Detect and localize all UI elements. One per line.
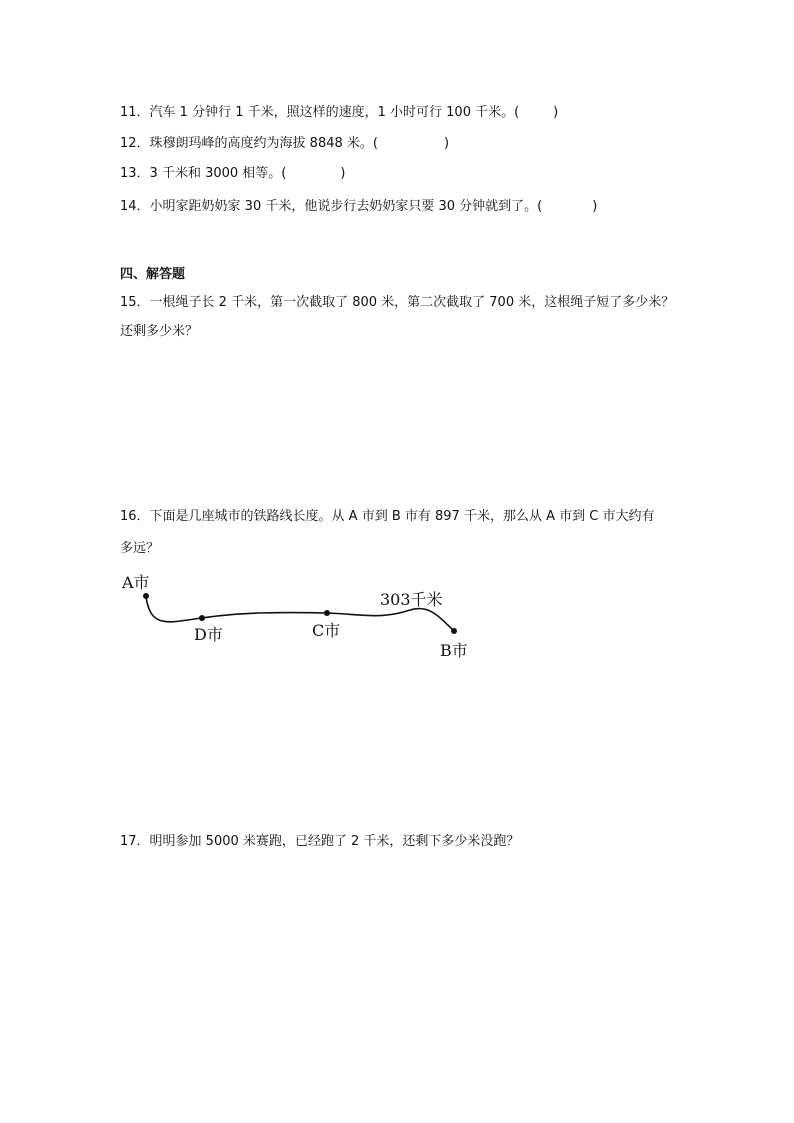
city-a-label: A市 — [122, 573, 150, 592]
question-text: 汽车 1 分钟行 1 千米，照这样的速度，1 小时可行 100 千米。( — [149, 105, 520, 120]
close-paren: ) — [443, 136, 450, 151]
question-number: 13． — [120, 166, 150, 181]
question-13 — [120, 165, 345, 183]
question-16-line-1: 16．下面是几座城市的铁路线长度。从 A 市到 B 市有 897 千米，那么从 A 市到 C 市大约有 — [120, 509, 655, 524]
question-number: 14． — [120, 199, 150, 214]
distance-cb-label: 303千米 — [380, 590, 443, 609]
question-text: 3 千米和 3000 相等。( — [149, 166, 287, 181]
question-15-line-1: 15．一根绳子长 2 千米，第一次截取了 800 米，第二次截取了 700 米，这根绳子短了多少米？ — [120, 295, 675, 310]
city-c-point — [324, 610, 330, 616]
question-11 — [120, 104, 558, 122]
question-16-line-2: 多远？ — [120, 541, 160, 556]
close-paren: ) — [592, 199, 598, 214]
question-17-line-1: 17．明明参加 5000 米赛跑，已经跑了 2 千米，还剩下多少米没跑？ — [120, 834, 520, 849]
railway-map — [110, 560, 490, 670]
city-d-label: D市 — [194, 625, 223, 644]
close-paren: ) — [553, 105, 559, 120]
city-b-point — [451, 628, 457, 634]
question-14 — [120, 198, 597, 216]
question-number: 11． — [120, 105, 150, 120]
question-text: 珠穆朗玛峰的高度约为海拔 8848 米。( — [149, 136, 378, 151]
city-a-point — [143, 593, 149, 599]
close-paren: ) — [340, 166, 346, 181]
question-15-line-2: 还剩多少米？ — [120, 324, 199, 339]
question-number: 12． — [120, 136, 150, 151]
question-text: 小明家距奶奶家 30 千米，他说步行去奶奶家只要 30 分钟就到了。( — [149, 199, 543, 214]
question-12 — [120, 135, 449, 153]
city-d-point — [199, 615, 205, 621]
city-b-label: B市 — [440, 641, 468, 660]
city-c-label: C市 — [312, 621, 341, 640]
section-title: 四、解答题 — [120, 267, 186, 282]
